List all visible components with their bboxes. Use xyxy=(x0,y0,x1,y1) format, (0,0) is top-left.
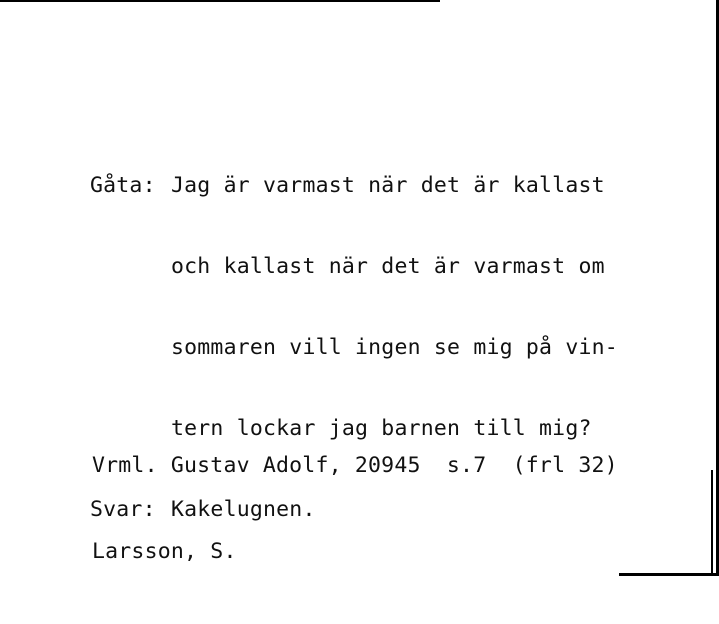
question-line-3: sommaren vill ingen se mig på vin- xyxy=(171,335,618,360)
source-line-1 xyxy=(92,452,618,484)
question-line-1: Jag är varmast när det är kallast xyxy=(171,173,605,198)
question-label: Gåta: xyxy=(90,173,156,198)
question-row xyxy=(90,253,618,280)
question-row xyxy=(90,334,618,361)
source-block xyxy=(92,398,618,624)
source-ref: (frl 32) xyxy=(512,453,618,478)
question-line-4: tern lockar jag barnen till mig? xyxy=(171,416,592,441)
source-parish: Vrml. Gustav Adolf, 20945 xyxy=(92,453,421,478)
question-line-2: och kallast när det är varmast om xyxy=(171,254,605,279)
source-page: s.7 xyxy=(446,453,487,478)
answer-label: Svar: xyxy=(90,497,156,522)
source-collector: Larsson, S. xyxy=(92,539,237,564)
card-edge-right-inner xyxy=(711,470,713,576)
card-edge-top xyxy=(0,0,440,2)
question-row xyxy=(90,172,618,199)
source-line-2 xyxy=(92,538,618,570)
answer-text: Kakelugnen. xyxy=(171,497,316,522)
